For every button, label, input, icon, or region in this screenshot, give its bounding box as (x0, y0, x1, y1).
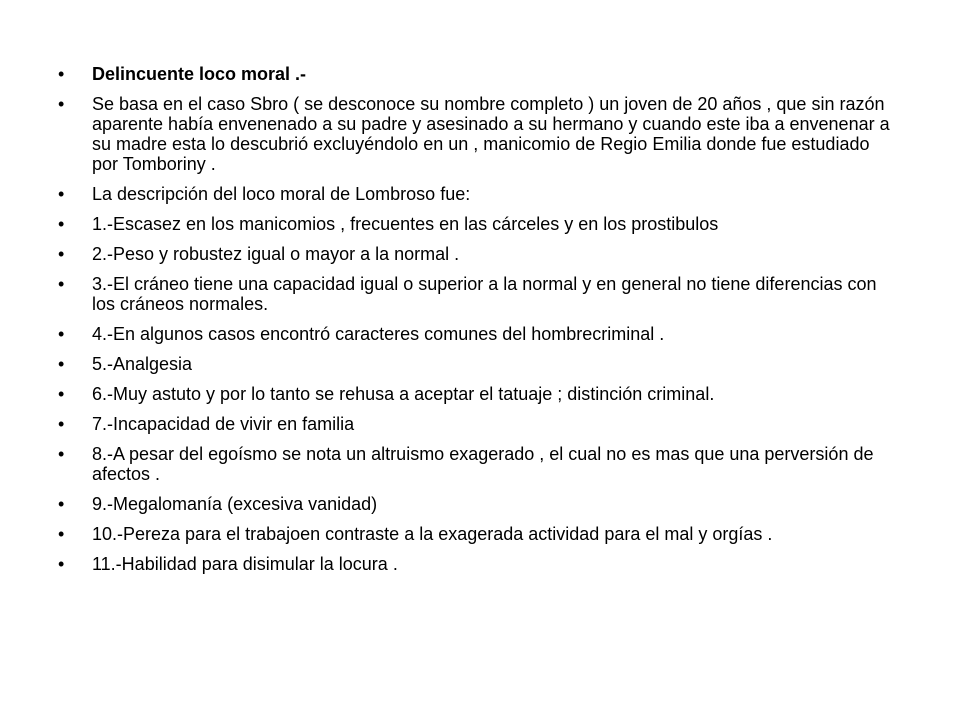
bullet-dot-icon: • (58, 324, 65, 344)
bullet-trait-4 (58, 324, 898, 344)
bullet-case-description (58, 94, 898, 174)
bullet-trait-5 (58, 354, 898, 374)
bullet-dot-icon: • (58, 244, 65, 264)
bullet-text: 9.-Megalomanía (excesiva vanidad) (92, 494, 378, 514)
bullet-trait-8 (58, 444, 898, 484)
bullet-dot-icon: • (58, 384, 65, 404)
bullet-trait-2 (58, 244, 898, 264)
bullet-dot-icon: • (58, 494, 65, 514)
bullet-text: 4.-En algunos casos encontró caracteres comunes del hombrecriminal . (92, 324, 665, 344)
bullet-dot-icon: • (58, 64, 65, 84)
bullet-text: 11.-Habilidad para disimular la locura . (92, 554, 398, 574)
bullet-text: La descripción del loco moral de Lombroso fue: (92, 184, 471, 204)
bullet-trait-7 (58, 414, 898, 434)
bullet-dot-icon: • (58, 184, 65, 204)
bullet-text: 2.-Peso y robustez igual o mayor a la normal . (92, 244, 460, 264)
bullet-dot-icon: • (58, 524, 65, 544)
bullet-text: 10.-Pereza para el trabajoen contraste a la exagerada actividad para el mal y orgías . (92, 524, 773, 544)
bullet-dot-icon: • (58, 444, 65, 464)
bullet-intro (58, 184, 898, 204)
bullet-trait-6 (58, 384, 898, 404)
bullet-text: Delincuente loco moral .- (92, 64, 307, 84)
bullet-dot-icon: • (58, 274, 65, 294)
bullet-text: 7.-Incapacidad de vivir en familia (92, 414, 355, 434)
bullet-trait-11 (58, 554, 898, 574)
bullet-text: 3.-El cráneo tiene una capacidad igual o superior a la normal y en general no tiene diferencias con los cráneos normales. (92, 274, 877, 314)
bullet-trait-10 (58, 524, 898, 544)
bullet-dot-icon: • (58, 214, 65, 234)
bullet-dot-icon: • (58, 94, 65, 114)
bullet-heading (58, 64, 898, 84)
bullet-dot-icon: • (58, 414, 65, 434)
bullet-list (58, 64, 898, 584)
bullet-dot-icon: • (58, 354, 65, 374)
bullet-dot-icon: • (58, 554, 65, 574)
bullet-trait-9 (58, 494, 898, 514)
bullet-text: 5.-Analgesia (92, 354, 193, 374)
bullet-trait-3 (58, 274, 898, 314)
bullet-trait-1 (58, 214, 898, 234)
bullet-text: 8.-A pesar del egoísmo se nota un altruismo exagerado , el cual no es mas que una perversión de afectos . (92, 444, 874, 484)
bullet-text: Se basa en el caso Sbro ( se desconoce su nombre completo ) un joven de 20 años , que sin razón aparente había envenenado a su padre y asesinado a su hermano y cuando este iba a envenenar a su madre esta lo descubrió excluyéndolo en un , manicomio de Regio Emilia donde fue estudiado por Tomboriny . (92, 94, 890, 174)
bullet-text: 1.-Escasez en los manicomios , frecuentes en las cárceles y en los prostibulos (92, 214, 719, 234)
bullet-text: 6.-Muy astuto y por lo tanto se rehusa a aceptar el tatuaje ; distinción criminal. (92, 384, 715, 404)
